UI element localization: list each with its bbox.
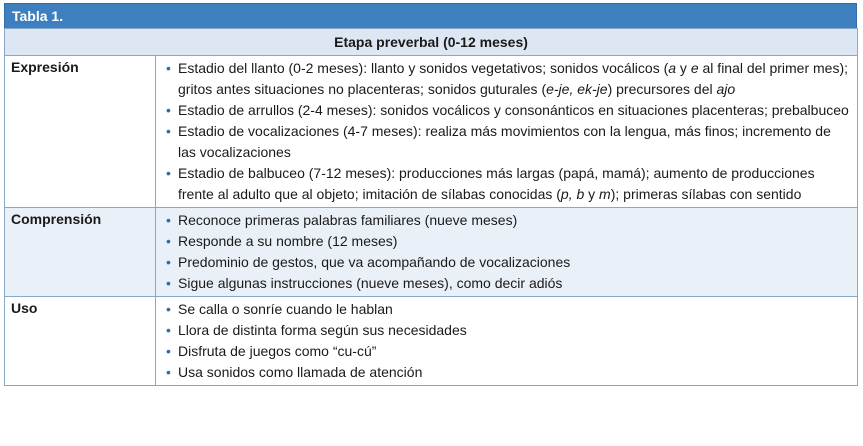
item-text: Estadio de vocalizaciones (4-7 meses): realiza más movimientos con la lengua, más finos; incremento de las vocalizaciones [178,123,831,160]
table-row [5,208,858,297]
bullet-icon: • [166,123,171,139]
bullet-icon: • [166,322,171,338]
item-text: Usa sonidos como llamada de atención [178,364,423,380]
item-text: al final del primer mes); gritos antes situaciones no placenteras; sonidos guturales ( [178,60,849,97]
table-row [5,56,858,208]
item-text: Sigue algunas instrucciones (nueve meses), como decir adiós [178,275,563,291]
bullet-icon: • [166,212,171,228]
bullet-list [166,58,851,205]
bullet-icon: • [166,233,171,249]
list-item [166,163,851,205]
italic-text: a [668,60,677,76]
italic-text: e-je, ek-je [546,81,608,97]
list-item [166,341,851,362]
item-text: y [676,60,691,76]
list-item [166,121,851,163]
list-item [166,231,851,252]
item-text: Estadio de balbuceo (7-12 meses): producciones más largas (papá, mamá); aumento de producciones frente al adulto que al objeto; imitación de sílabas conocidas ( [178,165,815,202]
table-body [5,56,858,386]
row-label: Uso [5,297,156,386]
item-text: ); primeras sílabas con sentido [610,186,802,202]
row-label: Expresión [5,56,156,208]
row-items-cell [156,297,858,386]
list-item [166,58,851,100]
bullet-list [166,299,851,383]
list-item [166,273,851,294]
stage-header: Etapa preverbal (0-12 meses) [5,29,858,56]
item-text: Se calla o sonríe cuando le hablan [178,301,393,317]
italic-text: ajo [716,81,736,97]
item-text: Predominio de gestos, que va acompañando de vocalizaciones [178,254,571,270]
development-table [4,28,858,386]
list-item [166,362,851,383]
item-text: ) precursores del [607,81,717,97]
list-item [166,320,851,341]
bullet-list [166,210,851,294]
item-text: Reconoce primeras palabras familiares (nueve meses) [178,212,518,228]
italic-text: m [599,186,611,202]
item-text: Disfruta de juegos como “cu-cú” [178,343,377,359]
list-item [166,252,851,273]
bullet-icon: • [166,254,171,270]
item-text: Estadio del llanto (0-2 meses): llanto y sonidos vegetativos; sonidos vocálicos ( [178,60,669,76]
bullet-icon: • [166,60,171,76]
stage-header-row [5,29,858,56]
row-items-cell [156,56,858,208]
row-items-cell [156,208,858,297]
table-container [4,3,857,386]
bullet-icon: • [166,275,171,291]
italic-text: p, b [560,186,585,202]
item-text: Llora de distinta forma según sus necesidades [178,322,467,338]
item-text: Estadio de arrullos (2-4 meses): sonidos vocálicos y consonánticos en situaciones placenteras; prebalbuceo [178,102,849,118]
bullet-icon: • [166,102,171,118]
table-row [5,297,858,386]
italic-text: e [690,60,699,76]
bullet-icon: • [166,301,171,317]
list-item [166,210,851,231]
row-label: Comprensión [5,208,156,297]
bullet-icon: • [166,364,171,380]
bullet-icon: • [166,165,171,181]
list-item [166,299,851,320]
list-item [166,100,851,121]
item-text: Responde a su nombre (12 meses) [178,233,398,249]
bullet-icon: • [166,343,171,359]
item-text: y [584,186,600,202]
table-caption: Tabla 1. [4,3,857,28]
